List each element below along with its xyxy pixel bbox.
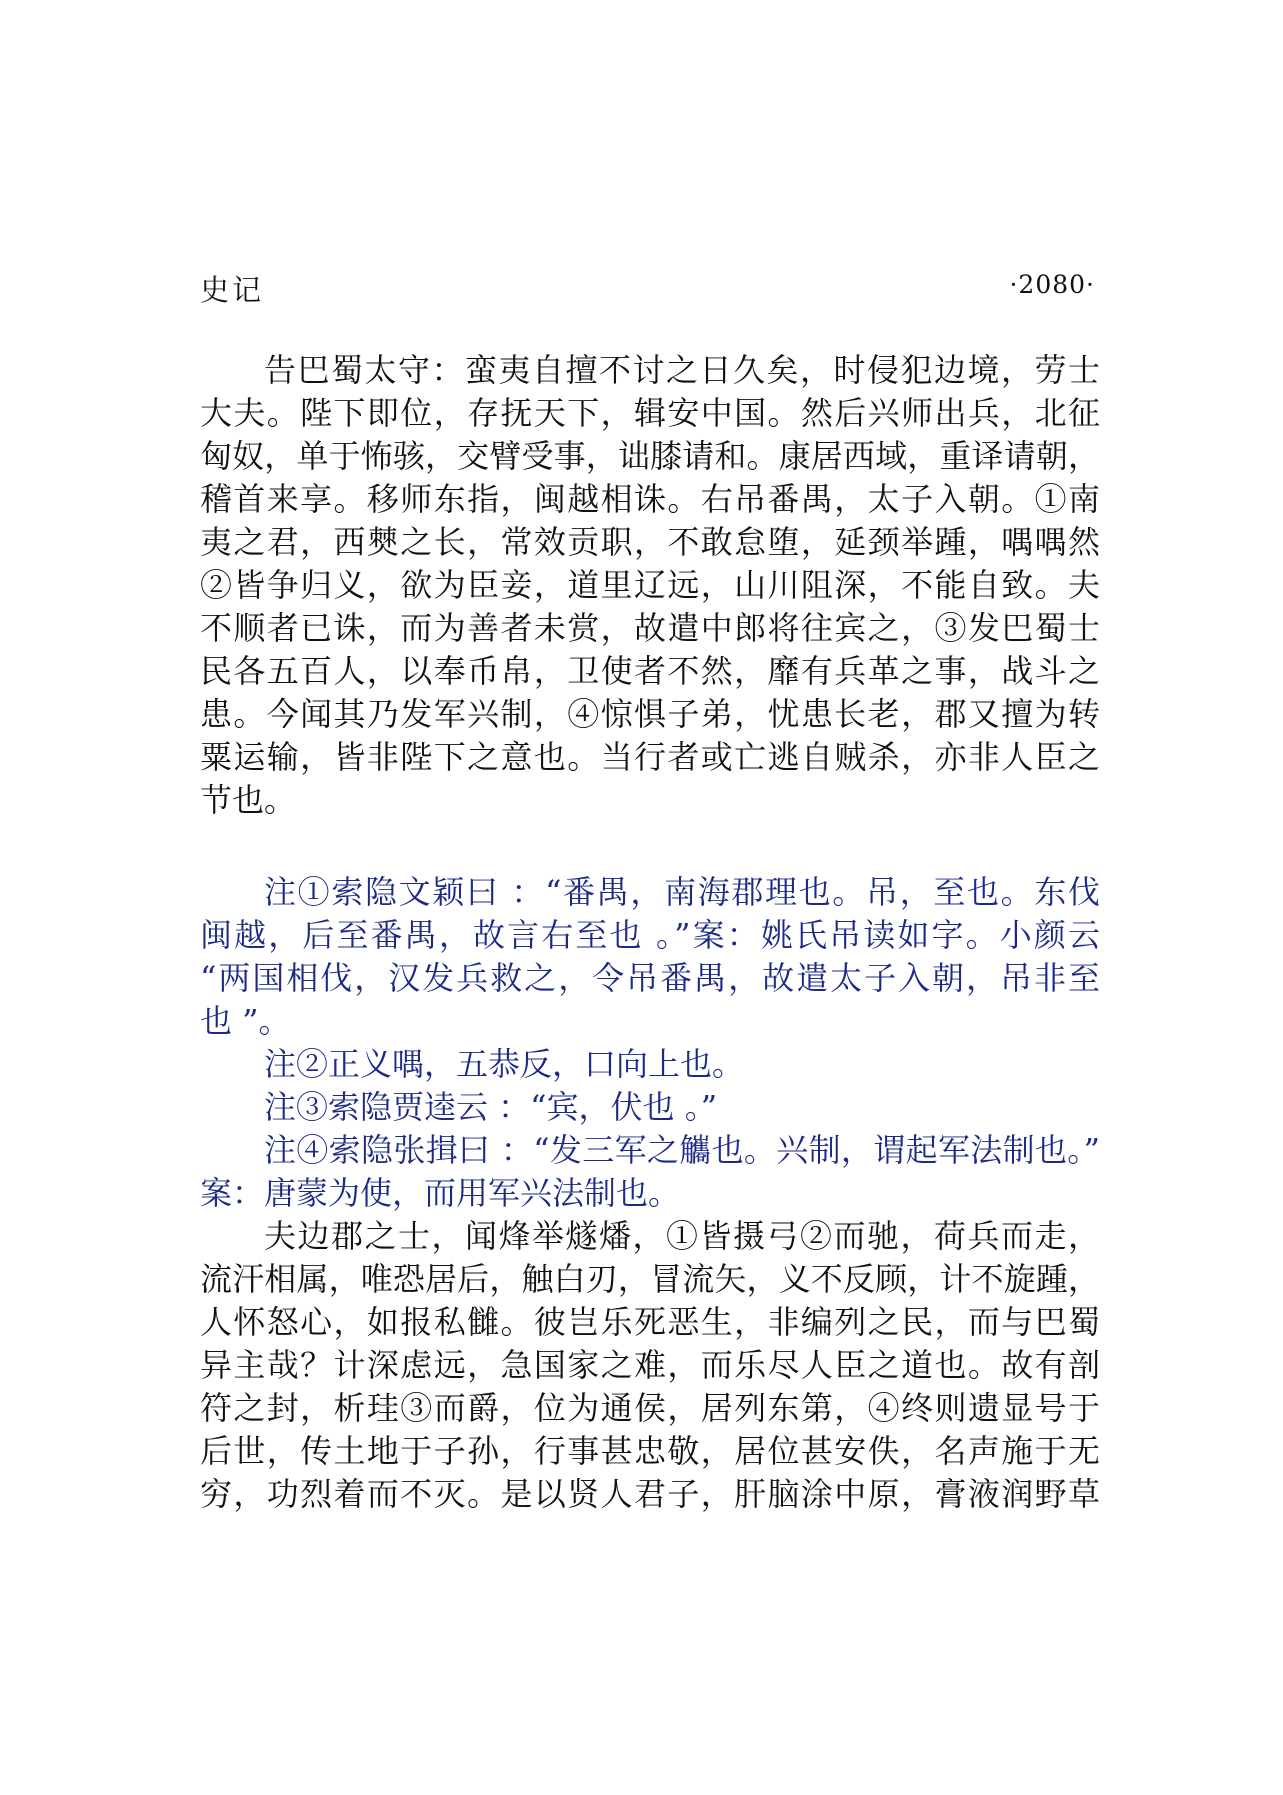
book-title: 史记 <box>200 273 265 307</box>
main-paragraph <box>200 349 1100 822</box>
note-line: 注②正义喁，五恭反，口向上也。 <box>264 1045 745 1083</box>
page-body <box>200 349 1100 1516</box>
note-line: 注③索隐贾逵云 ：“宾，伏也 。” <box>264 1088 718 1126</box>
annotation-block <box>200 871 1100 1215</box>
text-line: 符之封，析珪③而爵，位为通侯，居列东第，④终则遗显号于 <box>200 1389 1100 1427</box>
text-line: 夷之君，西僰之长，常效贡职，不敢怠堕，延颈举踵，喁喁然 <box>200 523 1100 561</box>
text-line: 匈奴，单于怖骇，交臂受事，诎膝请和。康居西域，重译请朝， <box>200 437 1100 475</box>
text-line: 告巴蜀太守：蛮夷自擅不讨之日久矣，时侵犯边境，劳士 <box>264 351 1100 389</box>
text-line: 不顺者已诛，而为善者未赏，故遣中郎将往宾之，③发巴蜀士 <box>200 609 1100 647</box>
note-line: 闽越，后至番禺，故言右至也 。”案：姚氏吊读如字。小颜云 <box>200 916 1100 954</box>
note-line: 案：唐蒙为使，而用军兴法制也。 <box>200 1174 681 1212</box>
text-line: ②皆争归义，欲为臣妾，道里辽远，山川阻深，不能自致。夫 <box>200 566 1100 604</box>
text-line: 民各五百人，以奉币帛，卫使者不然，靡有兵革之事，战斗之 <box>200 652 1100 690</box>
text-line: 流汗相属，唯恐居后，触白刃，冒流矢，义不反顾，计不旋踵， <box>200 1260 1100 1298</box>
note-line: 也 ”。 <box>200 1002 291 1040</box>
text-line: 患。今闻其乃发军兴制，④惊惧子弟，忧患长老，郡又擅为转 <box>200 695 1100 733</box>
text-line: 节也。 <box>200 781 297 819</box>
text-line: 人怀怒心，如报私雠。彼岂乐死恶生，非编列之民，而与巴蜀 <box>200 1303 1100 1341</box>
text-line: 粟运输，皆非陛下之意也。当行者或亡逃自贼杀，亦非人臣之 <box>200 738 1100 776</box>
page-number: ·2080· <box>1009 270 1095 299</box>
text-line: 夫边郡之士，闻烽举燧燔，①皆摄弓②而驰，荷兵而走， <box>264 1217 1100 1255</box>
text-line: 异主哉？计深虑远，急国家之难，而乐尽人臣之道也。故有剖 <box>200 1346 1100 1384</box>
text-line: 后世，传土地于子孙，行事甚忠敬，居位甚安佚，名声施于无 <box>200 1432 1100 1470</box>
note-line: 注①索隐文颖曰 ：“番禺，南海郡理也。吊，至也。东伐 <box>264 873 1100 911</box>
text-line: 穷，功烈着而不灭。是以贤人君子，肝脑涂中原，膏液润野草 <box>200 1475 1100 1513</box>
note-line: 注④索隐张揖曰 ：“发三军之觿也。兴制，谓起军法制也。” <box>264 1131 1100 1169</box>
second-paragraph <box>200 1215 1100 1516</box>
text-line: 大夫。陛下即位，存抚天下，辑安中国。然后兴师出兵，北征 <box>200 394 1100 432</box>
text-line: 稽首来享。移师东指，闽越相诛。右吊番禺，太子入朝。①南 <box>200 480 1100 518</box>
note-line: “两国相伐，汉发兵救之，令吊番禺，故遣太子入朝，吊非至 <box>200 959 1100 997</box>
